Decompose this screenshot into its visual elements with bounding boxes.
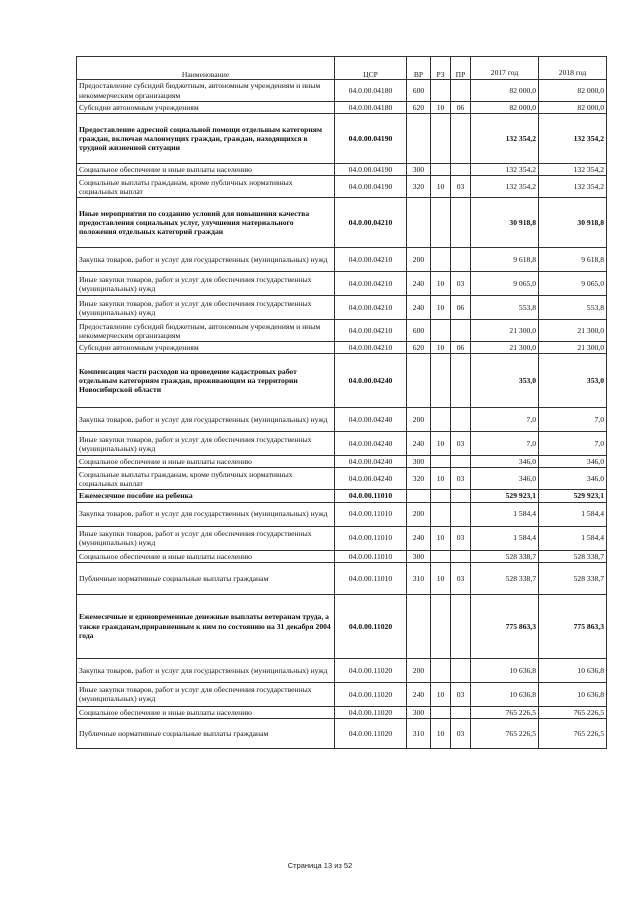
row-rz [431, 164, 451, 176]
row-2018: 9 065,0 [539, 272, 607, 296]
row-rz: 10 [431, 562, 451, 594]
row-2017: 9 618,8 [471, 248, 539, 272]
row-vr [407, 198, 431, 248]
row-rz [431, 502, 451, 526]
row-name: Социальное обеспечение и иные выплаты населению [77, 456, 335, 468]
row-rz [431, 706, 451, 718]
row-pr: 06 [451, 102, 471, 114]
budget-table [76, 56, 607, 749]
row-name: Предоставление субсидий бюджетным, автономным учреждениям и иным некоммерческим организациям [77, 320, 335, 342]
row-rz: 10 [431, 432, 451, 456]
table-row [77, 320, 607, 342]
row-rz [431, 198, 451, 248]
row-vr: 200 [407, 658, 431, 682]
table-row [77, 432, 607, 456]
row-2017: 775 863,3 [471, 594, 539, 658]
row-name: Иные закупки товаров, работ и услуг для обеспечения государственных (муниципальных) нужд [77, 526, 335, 550]
table-row [77, 272, 607, 296]
row-2018: 353,0 [539, 354, 607, 408]
row-code: 04.0.00.04210 [335, 342, 407, 354]
row-code: 04.0.00.04240 [335, 432, 407, 456]
row-code: 04.0.00.11020 [335, 594, 407, 658]
row-pr [451, 706, 471, 718]
row-2018: 765 226,5 [539, 706, 607, 718]
row-vr: 620 [407, 102, 431, 114]
table-row [77, 296, 607, 320]
row-pr: 06 [451, 342, 471, 354]
row-rz: 10 [431, 468, 451, 490]
row-code: 04.0.00.11020 [335, 682, 407, 706]
row-code: 04.0.00.04240 [335, 354, 407, 408]
row-rz [431, 658, 451, 682]
row-code: 04.0.00.11010 [335, 526, 407, 550]
row-vr [407, 490, 431, 502]
row-pr: 03 [451, 682, 471, 706]
row-vr: 620 [407, 342, 431, 354]
row-rz: 10 [431, 682, 451, 706]
row-vr: 300 [407, 164, 431, 176]
row-code: 04.0.00.04210 [335, 198, 407, 248]
row-code: 04.0.00.04210 [335, 272, 407, 296]
row-name: Иные мероприятия по созданию условий для повышения качества предоставления социальных услуг, улучшения материального положения отдельных категорий граждан [77, 198, 335, 248]
row-vr: 240 [407, 272, 431, 296]
row-2017: 346,0 [471, 468, 539, 490]
table-row [77, 550, 607, 562]
row-pr [451, 114, 471, 164]
table-row [77, 468, 607, 490]
table-row [77, 658, 607, 682]
header-code: ЦСР [335, 57, 407, 80]
row-rz: 10 [431, 718, 451, 748]
row-rz [431, 80, 451, 102]
header-vr: ВР [407, 57, 431, 80]
row-name: Иные закупки товаров, работ и услуг для обеспечения государственных (муниципальных) нужд [77, 272, 335, 296]
row-pr [451, 456, 471, 468]
row-code: 04.0.00.04180 [335, 102, 407, 114]
row-2018: 82 000,0 [539, 102, 607, 114]
row-code: 04.0.00.04190 [335, 114, 407, 164]
row-vr: 200 [407, 502, 431, 526]
row-code: 04.0.00.04190 [335, 164, 407, 176]
row-vr: 320 [407, 468, 431, 490]
row-vr: 310 [407, 718, 431, 748]
row-code: 04.0.00.11010 [335, 562, 407, 594]
table-row [77, 248, 607, 272]
row-vr: 320 [407, 176, 431, 198]
row-name: Субсидии автономным учреждениям [77, 342, 335, 354]
row-rz: 10 [431, 526, 451, 550]
row-pr: 03 [451, 176, 471, 198]
row-name: Субсидии автономным учреждениям [77, 102, 335, 114]
row-name: Социальные выплаты гражданам, кроме публичных нормативных социальных выплат [77, 176, 335, 198]
header-rz: РЗ [431, 57, 451, 80]
row-code: 04.0.00.04190 [335, 176, 407, 198]
row-name: Предоставление субсидий бюджетным, автономным учреждениям и иным некоммерческим организациям [77, 80, 335, 102]
row-vr: 300 [407, 706, 431, 718]
row-2017: 346,0 [471, 456, 539, 468]
row-rz [431, 354, 451, 408]
row-name: Публичные нормативные социальные выплаты гражданам [77, 718, 335, 748]
row-2018: 82 000,0 [539, 80, 607, 102]
row-code: 04.0.00.11020 [335, 706, 407, 718]
row-2017: 1 584,4 [471, 502, 539, 526]
row-2017: 528 338,7 [471, 550, 539, 562]
row-rz [431, 248, 451, 272]
row-name: Закупка товаров, работ и услуг для государственных (муниципальных) нужд [77, 658, 335, 682]
row-code: 04.0.00.04210 [335, 320, 407, 342]
table-row [77, 526, 607, 550]
table-row [77, 198, 607, 248]
row-pr: 03 [451, 526, 471, 550]
row-2018: 7,0 [539, 432, 607, 456]
row-pr [451, 198, 471, 248]
row-pr [451, 248, 471, 272]
row-rz: 10 [431, 296, 451, 320]
row-rz [431, 594, 451, 658]
row-2017: 82 000,0 [471, 80, 539, 102]
row-pr: 06 [451, 296, 471, 320]
header-2018: 2018 год [539, 57, 607, 80]
row-pr [451, 164, 471, 176]
table-row [77, 718, 607, 748]
row-pr: 03 [451, 718, 471, 748]
table-row [77, 164, 607, 176]
row-vr: 300 [407, 456, 431, 468]
row-name: Ежемесячное пособие на ребенка [77, 490, 335, 502]
row-2018: 9 618,8 [539, 248, 607, 272]
row-pr [451, 80, 471, 102]
row-vr: 600 [407, 80, 431, 102]
row-rz [431, 550, 451, 562]
row-2017: 21 300,0 [471, 320, 539, 342]
row-2017: 353,0 [471, 354, 539, 408]
row-vr: 600 [407, 320, 431, 342]
row-pr [451, 408, 471, 432]
row-2017: 7,0 [471, 408, 539, 432]
row-vr: 200 [407, 408, 431, 432]
row-name: Закупка товаров, работ и услуг для государственных (муниципальных) нужд [77, 502, 335, 526]
row-2018: 346,0 [539, 456, 607, 468]
row-vr [407, 594, 431, 658]
page-number: Страница 13 из 52 [287, 861, 353, 870]
row-pr [451, 502, 471, 526]
row-name: Иные закупки товаров, работ и услуг для обеспечения государственных (муниципальных) нужд [77, 296, 335, 320]
row-code: 04.0.00.04240 [335, 456, 407, 468]
row-2018: 1 584,4 [539, 526, 607, 550]
row-2017: 7,0 [471, 432, 539, 456]
row-pr: 03 [451, 432, 471, 456]
row-2018: 21 300,0 [539, 320, 607, 342]
row-rz [431, 408, 451, 432]
table-row [77, 502, 607, 526]
table-row [77, 562, 607, 594]
row-rz [431, 320, 451, 342]
row-vr [407, 354, 431, 408]
table-row [77, 114, 607, 164]
row-2017: 553,8 [471, 296, 539, 320]
table-row [77, 80, 607, 102]
row-2017: 528 338,7 [471, 562, 539, 594]
row-code: 04.0.00.04240 [335, 408, 407, 432]
row-vr: 240 [407, 296, 431, 320]
row-rz [431, 490, 451, 502]
table-row [77, 342, 607, 354]
row-pr: 03 [451, 272, 471, 296]
row-name: Иные закупки товаров, работ и услуг для обеспечения государственных (муниципальных) нужд [77, 432, 335, 456]
row-code: 04.0.00.04180 [335, 80, 407, 102]
row-2017: 82 000,0 [471, 102, 539, 114]
row-vr: 240 [407, 526, 431, 550]
row-vr: 240 [407, 432, 431, 456]
row-name: Предоставление адресной социальной помощи отдельным категориям граждан, включая малоимущих граждан, граждан, находящихся в трудной жизненной ситуации [77, 114, 335, 164]
row-pr [451, 490, 471, 502]
row-code: 04.0.00.11020 [335, 718, 407, 748]
row-name: Ежемесячные и единовременные денежные выплаты ветеранам труда, а также гражданам,приравненным к ним по состоянию на 31 декабря 2004 года [77, 594, 335, 658]
row-2017: 132 354,2 [471, 164, 539, 176]
row-name: Закупка товаров, работ и услуг для государственных (муниципальных) нужд [77, 248, 335, 272]
row-vr: 200 [407, 248, 431, 272]
table-row [77, 354, 607, 408]
row-code: 04.0.00.11010 [335, 550, 407, 562]
row-2018: 346,0 [539, 468, 607, 490]
row-2018: 132 354,2 [539, 114, 607, 164]
row-2018: 30 918,8 [539, 198, 607, 248]
row-2018: 775 863,3 [539, 594, 607, 658]
header-pr: ПР [451, 57, 471, 80]
row-name: Компенсация части расходов на проведение кадастровых работ отдельным категориям граждан, проживающим на территории Новосибирской области [77, 354, 335, 408]
row-2017: 10 636,8 [471, 682, 539, 706]
row-name: Социальные выплаты гражданам, кроме публичных нормативных социальных выплат [77, 468, 335, 490]
table-row [77, 102, 607, 114]
row-2017: 529 923,1 [471, 490, 539, 502]
row-name: Закупка товаров, работ и услуг для государственных (муниципальных) нужд [77, 408, 335, 432]
row-2017: 765 226,5 [471, 706, 539, 718]
row-name: Публичные нормативные социальные выплаты гражданам [77, 562, 335, 594]
row-2017: 1 584,4 [471, 526, 539, 550]
row-code: 04.0.00.11020 [335, 658, 407, 682]
row-2017: 9 065,0 [471, 272, 539, 296]
row-rz [431, 114, 451, 164]
row-2018: 528 338,7 [539, 562, 607, 594]
row-code: 04.0.00.04210 [335, 248, 407, 272]
row-vr: 310 [407, 562, 431, 594]
row-rz [431, 456, 451, 468]
row-code: 04.0.00.11010 [335, 490, 407, 502]
row-code: 04.0.00.04240 [335, 468, 407, 490]
row-2018: 553,8 [539, 296, 607, 320]
row-rz: 10 [431, 272, 451, 296]
row-2017: 10 636,8 [471, 658, 539, 682]
row-2018: 132 354,2 [539, 176, 607, 198]
row-2018: 10 636,8 [539, 658, 607, 682]
header-name: Наименование [77, 57, 335, 80]
table-row [77, 682, 607, 706]
row-pr [451, 354, 471, 408]
table-body [77, 80, 607, 749]
row-name: Социальное обеспечение и иные выплаты населению [77, 550, 335, 562]
row-2018: 528 338,7 [539, 550, 607, 562]
row-pr: 03 [451, 468, 471, 490]
row-2018: 765 226,5 [539, 718, 607, 748]
row-pr [451, 594, 471, 658]
header-2017: 2017 год [471, 57, 539, 80]
row-2017: 132 354,2 [471, 176, 539, 198]
row-2017: 765 226,5 [471, 718, 539, 748]
row-pr [451, 550, 471, 562]
table-row [77, 456, 607, 468]
row-pr: 03 [451, 562, 471, 594]
row-vr [407, 114, 431, 164]
row-name: Иные закупки товаров, работ и услуг для обеспечения государственных (муниципальных) нужд [77, 682, 335, 706]
row-code: 04.0.00.04210 [335, 296, 407, 320]
row-2017: 21 300,0 [471, 342, 539, 354]
row-rz: 10 [431, 342, 451, 354]
row-2018: 7,0 [539, 408, 607, 432]
row-2018: 529 923,1 [539, 490, 607, 502]
row-code: 04.0.00.11010 [335, 502, 407, 526]
row-rz: 10 [431, 176, 451, 198]
row-rz: 10 [431, 102, 451, 114]
row-vr: 240 [407, 682, 431, 706]
row-pr [451, 658, 471, 682]
table-header-row [77, 57, 607, 80]
table-row [77, 706, 607, 718]
row-vr: 300 [407, 550, 431, 562]
row-2018: 1 584,4 [539, 502, 607, 526]
row-name: Социальное обеспечение и иные выплаты населению [77, 164, 335, 176]
table-row [77, 594, 607, 658]
row-pr [451, 320, 471, 342]
row-2017: 30 918,8 [471, 198, 539, 248]
row-2018: 21 300,0 [539, 342, 607, 354]
row-2018: 10 636,8 [539, 682, 607, 706]
row-name: Социальное обеспечение и иные выплаты населению [77, 706, 335, 718]
table-row [77, 408, 607, 432]
table-row [77, 490, 607, 502]
row-2017: 132 354,2 [471, 114, 539, 164]
table-row [77, 176, 607, 198]
row-2018: 132 354,2 [539, 164, 607, 176]
